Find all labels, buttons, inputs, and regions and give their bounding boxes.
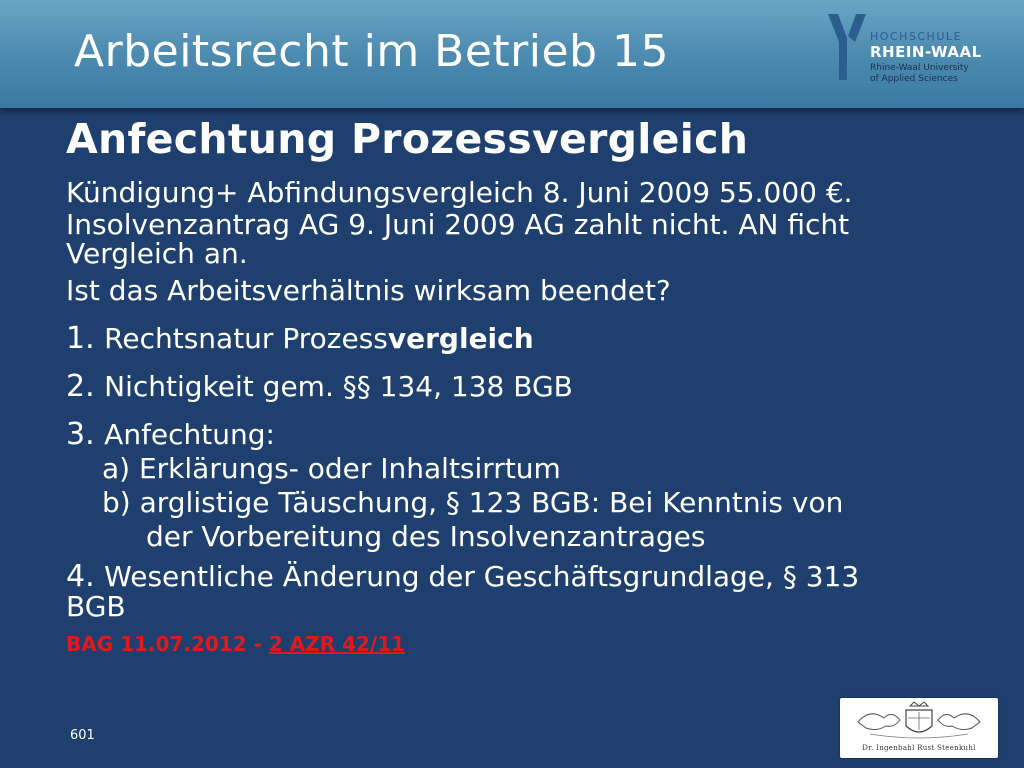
university-logo: [826, 12, 1006, 92]
point-2: [66, 370, 996, 404]
point-3: [66, 418, 996, 452]
slide-heading: Anfechtung Prozessvergleich: [66, 115, 749, 163]
slide-header: [0, 0, 1024, 108]
slide-number: 601: [70, 728, 95, 743]
point-4-continued: BGB: [66, 590, 126, 623]
point-4-number: 4.: [66, 559, 105, 594]
court-citation: [66, 632, 996, 656]
case-line-3: Vergleich an.: [66, 237, 248, 270]
point-3-a: a) Erklärungs- oder Inhaltsirrtum: [102, 452, 561, 485]
hochschule-y-logo-icon: [826, 12, 868, 82]
citation-link[interactable]: 2 AZR 42/11: [268, 632, 406, 656]
point-4-text: Wesentliche Änderung der Geschäftsgrundlage, § 313: [104, 560, 860, 593]
point-3-b: b) arglistige Täuschung, § 123 BGB: Bei Kenntnis von: [102, 486, 844, 519]
citation-prefix: BAG 11.07.2012 -: [66, 632, 269, 656]
logo-text-university: Rhine-Waal University: [870, 63, 969, 73]
logo-text-applied-sciences: of Applied Sciences: [870, 74, 958, 84]
point-1-number: 1.: [66, 321, 105, 356]
point-1-bold: vergleich: [387, 322, 534, 355]
law-firm-seal: [840, 698, 998, 758]
slide-title: Arbeitsrecht im Betrieb 15: [74, 26, 669, 77]
point-1-text: Rechtsnatur Prozess: [104, 322, 388, 355]
logo-text-hochschule: HOCHSCHULE: [870, 30, 962, 43]
slide-body: [66, 110, 996, 656]
case-line-2: Insolvenzantrag AG 9. Juni 2009 AG zahlt nicht. AN ficht: [66, 208, 850, 241]
seal-caption: Dr. Ingenbahl Rust Steenkuhl: [862, 744, 976, 752]
point-3-b-continued: der Vorbereitung des Insolvenzantrages: [146, 520, 706, 553]
case-line-1: Kündigung+ Abfindungsvergleich 8. Juni 2009 55.000 €.: [66, 176, 853, 209]
point-2-number: 2.: [66, 369, 105, 404]
coat-of-arms-icon: [840, 698, 998, 744]
point-3-number: 3.: [66, 417, 105, 452]
logo-text-rhein-waal: RHEIN-WAAL: [870, 43, 982, 61]
point-4: [66, 559, 996, 594]
point-1: [66, 322, 996, 356]
point-2-text: Nichtigkeit gem. §§ 134, 138 BGB: [104, 370, 573, 403]
case-question: Ist das Arbeitsverhältnis wirksam beendet?: [66, 274, 671, 307]
point-3-text: Anfechtung:: [104, 418, 275, 451]
